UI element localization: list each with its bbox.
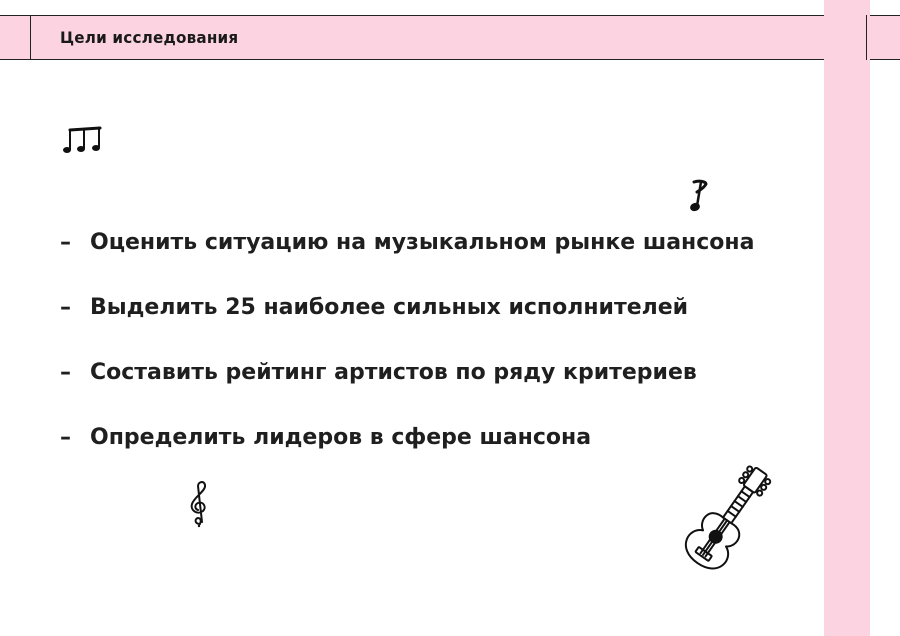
list-item <box>60 352 754 417</box>
treble-clef-icon <box>186 480 214 528</box>
header-divider-left <box>30 15 31 60</box>
goal-text: Определить лидеров в сфере шансона <box>90 425 592 450</box>
side-stripe <box>824 0 870 636</box>
goal-text: Составить рейтинг артистов по ряду критериев <box>90 360 697 385</box>
bullet-dash: – <box>60 425 71 450</box>
guitar-icon <box>676 460 776 584</box>
list-item <box>60 417 754 482</box>
goals-list <box>60 222 754 482</box>
page-title: Цели исследования <box>60 28 239 47</box>
eighth-note-icon <box>688 178 712 214</box>
bullet-dash: – <box>60 230 71 255</box>
bullet-dash: – <box>60 360 71 385</box>
goal-text: Выделить 25 наиболее сильных исполнителей <box>90 295 689 320</box>
bullet-dash: – <box>60 295 71 320</box>
header-divider-right <box>866 15 867 60</box>
list-item <box>60 287 754 352</box>
triplet-notes-icon <box>62 126 104 156</box>
list-item <box>60 222 754 287</box>
goal-text: Оценить ситуацию на музыкальном рынке шансона <box>90 230 755 255</box>
